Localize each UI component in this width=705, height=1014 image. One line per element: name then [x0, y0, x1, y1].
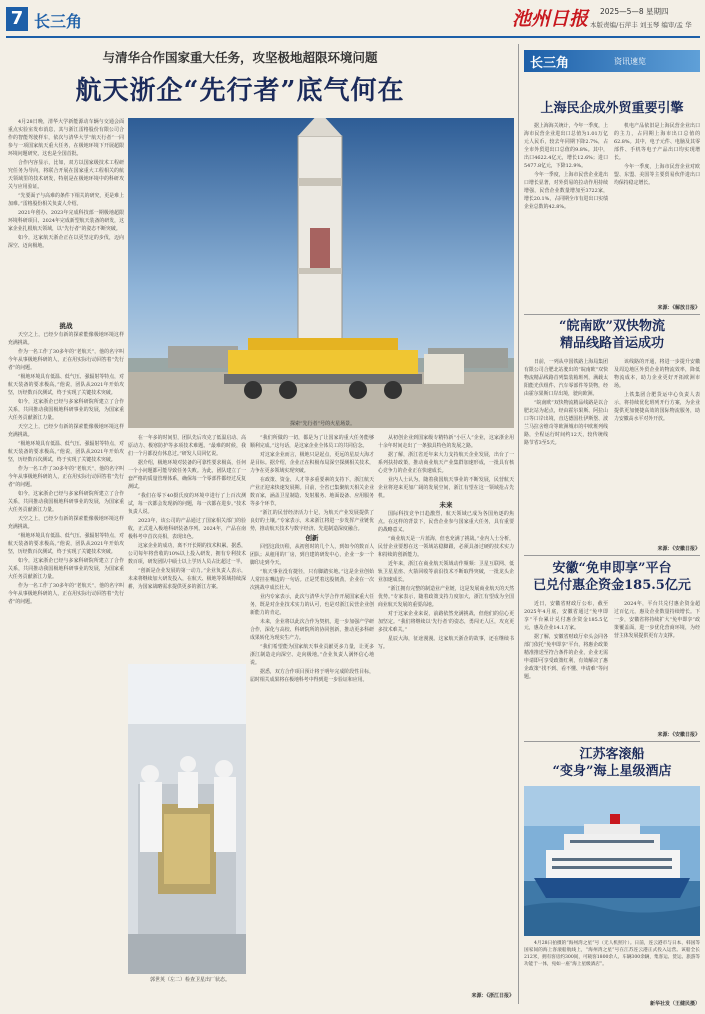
paragraph: 机电产品依旧是上海民营企业出口的主力，占同期上海市出口总值的62.8%。其中，电子元件、电脑及其零部件、手机等电子产品出口均实现增长。: [614, 123, 700, 161]
paragraph: 近年来，浙江在商业航天领域动作频频：卫星互联网、低轨卫星星座、火箭回收等前沿技术不断取得突破，一批龙头企业加速成长。: [378, 561, 514, 583]
brief-2-col-b: [614, 358, 700, 544]
column-divider: [518, 44, 519, 1004]
article-column-4: [378, 434, 514, 984]
divider: [524, 314, 700, 315]
paragraph: “浙江拥有完整的制造业产业链，这是发展商业航天的天然优势。”专家表示，随着政策支持力度加大，浙江有望成为全国商业航天发展的重要高地。: [378, 586, 514, 608]
paragraph: “我们希望能为国家航天事业贡献更多力量，让更多浙江制造走向深空、走向极地。”企业负责人满怀信心地说。: [250, 644, 374, 666]
paragraph: 天空之上，已经少有新的探索能像极地环境这样充满挑战。: [8, 332, 124, 346]
brief-1-col-b: [614, 122, 700, 302]
paragraph: 如今，这家浙企已经与多家科研院所建立了合作关系，共同推动我国极地科研事业的发展，为国家重大任务贡献浙江力量。: [8, 558, 124, 580]
paragraph: 天空之上，已经少有新的探索能像极地环境这样充满挑战。: [8, 424, 124, 438]
paragraph: 上铁集团合肥货运中心负责人表示，将持续优化班列开行方案，为企业提供更加便捷高效的国际物流服务，助力安徽高水平对外开放。: [614, 392, 700, 422]
paragraph: “商业航天是一片蓝海，但也充满了挑战。”业内人士分析，民营企业要想在这一领域站稳脚跟，必须具备过硬的技术实力和持续的创新能力。: [378, 536, 514, 558]
paragraph: 据了解，浙江省近年来大力支持航天企业发展，出台了一系列扶持政策，推动商业航天产业集群加速形成，一批具有核心竞争力的企业正在快速成长。: [378, 452, 514, 474]
paragraph: “极地环境具有低温、低气压、强辐射等特点，对航天装备的要求极高。”他说，团队从2021年开始攻坚，历经数百次测试，终于实现了关键技术突破。: [8, 441, 124, 463]
paragraph: 对于这家企业来说，前路依然充满挑战，但他们的信心更加坚定。“我们将继续以‘先行者’的姿态，勇闯无人区，攻克更多技术难关。”: [378, 611, 514, 633]
paragraph: 作为一名工作了30多年的“老航天”，他的名字叫今年从事极地科研的人，正在用实际行动回答着“先行者”的问题。: [8, 583, 124, 605]
paragraph: 该线路的开通，将进一步提升安徽及周边地区外贸企业的物流效率，降低物流成本，助力企业更好开拓欧洲市场。: [614, 359, 700, 389]
brief-banner: [524, 50, 700, 72]
page-header: [0, 0, 705, 38]
article-column-2-top: [128, 434, 246, 658]
brief-3-title-line-1: 安徽“免申即享”平台: [552, 561, 672, 576]
paragraph: “皖南欧”双快物流精品线路是以合肥北站为起点，经由霍尔果斯、阿拉山口等口岸出境，直达德国杜伊斯堡、波兰马拉舍维奇等欧洲城市的中欧班列线路，全程运行时间约12天，较传统线路节省3至5天。: [524, 400, 608, 446]
subheading-challenge: 挑战: [59, 322, 73, 330]
brief-1-title: 上海民企成外贸重要引擎: [540, 101, 684, 116]
brief-banner-title: 长三角: [530, 56, 570, 71]
editors-line: 本版责编/石萍丰 刘玉琴 编审/孟 华: [590, 21, 692, 29]
paragraph: 从初创企业到国家级专精特新“小巨人”企业，这家浙企用十余年时间走出了一条独具特色的发展之路。: [378, 435, 514, 449]
rocket-illustration: [128, 118, 514, 428]
ship-illustration: [524, 786, 700, 936]
paragraph: 如今，这家浙企已经与多家科研院所建立了合作关系，共同推动我国极地科研事业的发展，为国家重大任务贡献浙江力量。: [8, 399, 124, 421]
paragraph: 据了解，安徽省财政厅牵头会同各部门依托“免申即享”平台，将惠企政策精准推送至符合条件的企业，企业无需申请即可享受政策红利，有效解决了惠企政策“找不到、看不懂、申请难”等问题。: [524, 634, 608, 680]
paragraph: 国际科技竞争日趋激烈，航天领域已成为各国角逐的焦点。在这样的背景下，民营企业参与国家重大任务，具有重要的战略意义。: [378, 511, 514, 533]
paragraph: 作为一名工作了30多年的“老航天”，他的名字叫今年从事极地科研的人，正在用实际行动回答着“先行者”的问题。: [8, 466, 124, 488]
brief-4-title-line-1: 江苏客滚船: [579, 747, 645, 762]
paragraph: 星辰大海，征途漫漫。这家航天浙企的故事，还在继续书写。: [378, 636, 514, 650]
lab-illustration: [128, 664, 246, 974]
ship-photo-caption: [524, 940, 700, 998]
paragraph: 2023年，该公司的产品通过了国家相关部门的验收，正式进入极地科研装备序列。2024年，产品在南极科考中首次亮相，表现出色。: [128, 518, 246, 540]
paragraph: 4月28日拍摄的“海州湾之星”号（无人机照片）。日前，连云港市与日本、韩国等国家间的海上客滚船航线上，“海州湾之星”号在江苏连云港正式投入运营。该船全长212米，拥有客房约300间，可载客1800余人、车辆300余辆，集客运、货运、旅游等功能于一体，宛如一座“海上星级酒店”。: [524, 941, 700, 967]
page-number: 7: [6, 7, 28, 31]
paragraph: 2021年创办、2023年完成科技部一期极地超限环境科研项目、2024年完成新型航天装备的研发，这家企业扎根航天领域，以“先行者”的姿态不断突破。: [8, 210, 124, 232]
lab-photo: [128, 664, 246, 974]
paragraph: 回望这段历程，从初创时的几个人，到如今的数百人团队；从租用的厂房，到自建的研发中心，企业一步一个脚印走到今天。: [250, 544, 374, 566]
paragraph: 在一年多的时间里，团队先后攻克了低温启动、高原动力、极寒防护等多项技术难题。“最难的时候，我们一个月都没有休息过。”研发人员回忆说。: [128, 435, 246, 457]
paragraph: 业内专家表示，此次与清华大学合作开展国家重大任务，既是对企业技术实力的认可，也是对浙江民营企业创新能力的肯定。: [250, 594, 374, 616]
paragraph: 对这家企业而言，极地只是起点，更远的星辰大海才是目标。据介绍，企业正在积极布局深空探测相关技术，力争在更多领域实现突破。: [250, 452, 374, 474]
brief-4-source: 新华社发（王健民摄）: [649, 1001, 700, 1007]
paragraph: 日前，一列从中国铁路上海局集团有限公司合肥北站驶出的“皖南欧”双快物流精品线路首列集装箱班列，满载太阳能光伏组件、汽车零部件等货物，经由霍尔果斯口岸出境，驶向欧洲。: [524, 359, 608, 397]
article-kicker: 与清华合作国家重大任务，攻坚极地超限环境问题: [102, 50, 378, 65]
paragraph: “浙江的民营经济活力十足，为航天产业发展提供了良好的土壤。”专家表示，未来浙江将进一步发挥产业链优势，推动航天技术与数字经济、先进制造深度融合。: [250, 510, 374, 532]
ship-photo: [524, 786, 700, 936]
paragraph: 今年一季度，上海市民营企业对欧盟、东盟、美国等主要贸易伙伴进出口均保持稳定增长。: [614, 164, 700, 186]
brief-2-source: 来源：《安徽日报》: [657, 546, 700, 552]
paragraph: 据介绍，极地环境对装备的可靠性要求极高，任何一个小问题都可能导致任务失败。为此，团队建立了一套严格的质量管理体系，确保每一个零部件都经过反复测试。: [128, 460, 246, 490]
paragraph: 如今，这家航天浙企正在以更坚定的步伐，迈向深空、迈向极地。: [8, 235, 124, 249]
brief-2-title-line-1: “皖南欧”双快物流: [559, 319, 665, 334]
paragraph: 如今，这家浙企已经与多家科研院所建立了合作关系，共同推动我国极地科研事业的发展，为国家重大任务贡献浙江力量。: [8, 491, 124, 513]
brief-2-title-line-2: 精品线路首运成功: [559, 336, 664, 351]
divider: [524, 555, 700, 556]
paragraph: 天空之上，已经少有新的探索能像极地环境这样充满挑战。: [8, 516, 124, 530]
paragraph: “航天事业没有捷径，只有脚踏实地。”这是企业创始人常挂在嘴边的一句话。正是凭着这股韧劲，企业在一次次挑战中成长壮大。: [250, 569, 374, 591]
brief-3-col-a: [524, 600, 608, 730]
divider: [524, 741, 700, 742]
brief-1-col-a: [524, 122, 608, 302]
brief-banner-subtitle: 资讯速览: [614, 57, 646, 66]
paragraph: “创新是企业发展的第一动力。”企业负责人表示，未来将继续加大研发投入，在航天、极地等领域持续深耕，为国家战略需求提供更多的浙江方案。: [128, 568, 246, 590]
main-article-source: 来源：《浙江日报》: [471, 993, 514, 999]
paragraph: “极地环境具有低温、低气压、强辐射等特点，对航天装备的要求极高。”他说，团队从2021年开始攻坚，历经数百次测试，终于实现了关键技术突破。: [8, 374, 124, 396]
brief-3-col-b: [614, 600, 700, 730]
section-name: 长三角: [34, 12, 83, 31]
paragraph: “先要面子与高难的条件下相关的研究，更是难上加难。”雷格股份相关负责人介绍。: [8, 193, 124, 207]
brief-2-col-a: [524, 358, 608, 544]
subheading-future: 未来: [439, 501, 453, 509]
paragraph: 近日，安徽省财政厅公布，截至2025年4月底，安徽省通过“免申即享”平台累计兑付惠企资金185.5亿元，惠及企业14.1万家。: [524, 601, 608, 631]
article-column-1: [8, 118, 124, 318]
brief-3-source: 来源：《安徽日报》: [657, 732, 700, 738]
lab-photo-caption: 郭世英（左二）检查卫星出厂状态。: [150, 977, 231, 983]
article-column-1b: [8, 322, 124, 992]
article-column-3: [250, 434, 374, 994]
rocket-photo: [128, 118, 514, 428]
paragraph: 这家企业的成功，离不开长期的技术积累。据悉，公司每年将营收的10%以上投入研发，拥有专利技术数百项，研发团队中硕士以上学历人员占比超过一半。: [128, 543, 246, 565]
paragraph: 未来，企业将以此次合作为契机，进一步加强产学研合作，深化与高校、科研院所的协同创新，推动更多科研成果转化为现实生产力。: [250, 619, 374, 641]
newspaper-logo: 池州日报: [512, 8, 589, 30]
paragraph: 据悉，双方合作项目预计将于明年完成阶段性目标，届时相关成果将在极地科考中得到进一步验证和应用。: [250, 669, 374, 683]
paragraph: 据上海海关统计，今年一季度，上海市民营企业进出口总值为1.01万亿元人民币，较去年同期下降2.7%，占全市外贸进出口总值的9.8%。其中，出口4622.4亿元，增长12.6%；进口5477.8亿元，下降12.9%。: [524, 123, 608, 169]
brief-1-source: 来源：《解放日报》: [657, 305, 700, 311]
header-rule: [6, 36, 700, 38]
paragraph: 在政策、资金、人才等多重要素的支持下，浙江航天产业正迎来快速发展期。目前，全省已集聚航天相关企业数百家，涵盖卫星制造、发射服务、地面设备、应用服务等多个环节。: [250, 477, 374, 507]
rocket-photo-caption: 探索“先行者”号的火星场景。: [290, 421, 356, 427]
paragraph: “我们所做的一切，都是为了让国家的重大任务能够顺利完成。”这句话，是这家企业全体员工的共同信念。: [250, 435, 374, 449]
issue-date: 2025—5—8 星期四: [600, 7, 669, 16]
brief-4-title-line-2: “变身”海上星级酒店: [552, 764, 672, 779]
paragraph: 4月28日晚，清华大学新能源动车辆与交通会面重点实验室发布消息，其与浙江雷格股份有限公司合作的智能驾驶样车，依次与清华大学“航天行者”一同参与一项国家航天重大任务，在极地环境下开展超限环境问题研究，这也是全国首批。: [8, 119, 124, 157]
paragraph: 作为一名工作了30多年的“老航天”，他的名字叫今年从事极地科研的人，正在用实际行动回答着“先行者”的问题。: [8, 349, 124, 371]
paragraph: 2024年，平台共兑付惠企资金超过百亿元，惠及企业数量持续增长。下一步，安徽省将持续扩大“免申即享”政策覆盖面，进一步优化营商环境，为经营主体发展提供更有力支撑。: [614, 601, 700, 639]
paragraph: “我们在零下40摄氏度的环境中进行了上百次测试，每一次都会发现新的问题，每一次都在进步。”技术负责人说。: [128, 493, 246, 515]
paragraph: 业内人士认为，随着我国航天事业的不断发展，民营航天企业将迎来更加广阔的发展空间，浙江有望在这一领域抢占先机。: [378, 477, 514, 499]
brief-3-title-line-2: 已兑付惠企资金185.5亿元: [533, 578, 691, 593]
paragraph: “极地环境具有低温、低气压、强辐射等特点，对航天装备的要求极高。”他说，团队从2021年开始攻坚，历经数百次测试，终于实现了关键技术突破。: [8, 533, 124, 555]
subheading-innovation: 创新: [305, 534, 319, 542]
paragraph: 合作内容显示，比如，双方以国家级技术工程研究任务为导向，将联合开展在国家重大工程相关的航天领域里的技术研发，特别是在极地环境中的科研攻关与应用验证。: [8, 160, 124, 190]
paragraph: 今年一季度，上海市民营企业进出口增长显著，对外贸易的拉动作用持续增强，民营企业数量增加至3722家，增长20.1%，占同期全市有进出口实绩企业总数的42.8%。: [524, 172, 608, 210]
article-headline: 航天浙企“先行者”底气何在: [75, 76, 405, 106]
